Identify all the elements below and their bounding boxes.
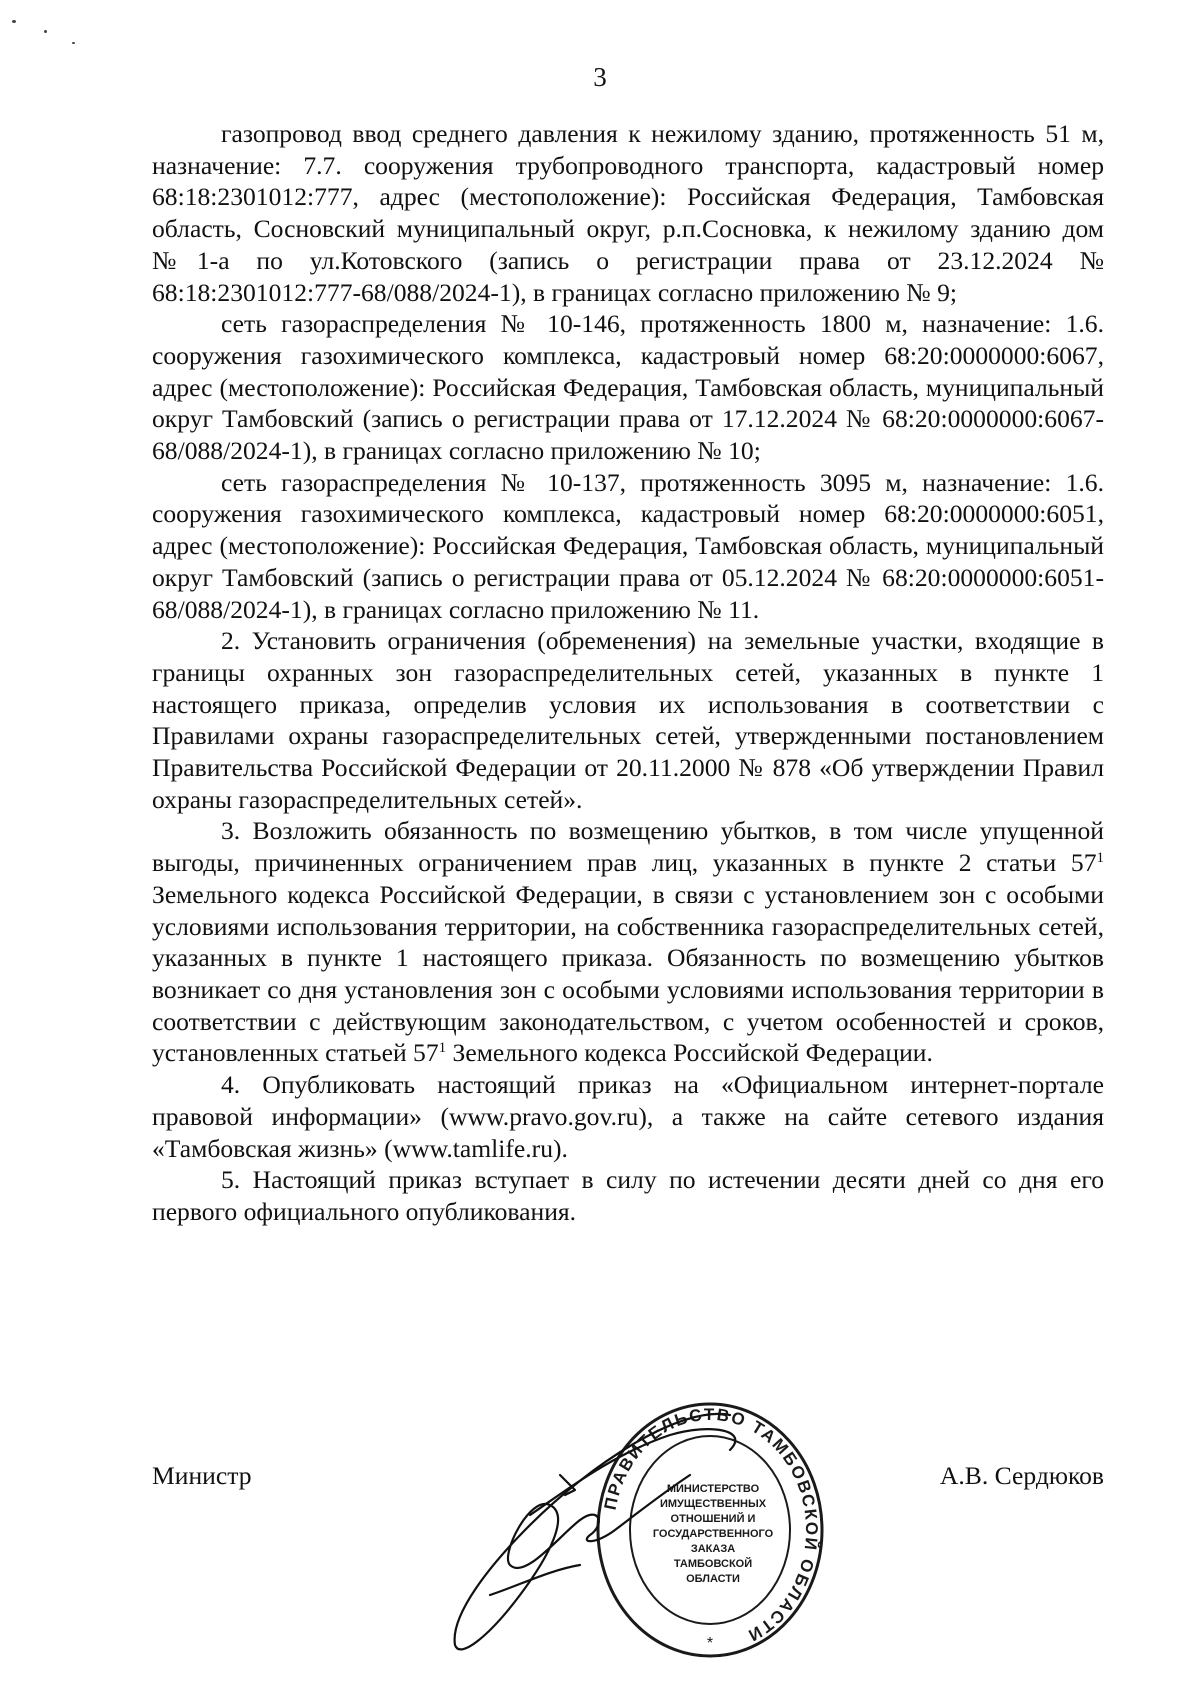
scan-speck (72, 42, 75, 44)
stamp-center-line: ОБЛАСТИ (686, 1573, 740, 1585)
signatory-name: А.В. Сердюков (939, 1461, 1104, 1490)
item-3-text-part3: Земельного кодекса Российской Федерации. (446, 1038, 933, 1068)
paragraph-item-2: 2. Установить ограничения (обременения) на земельные участки, входящие в границы охранных зон газораспределительных сетей, указанных в пункте 1 настоящего приказа, определив условия их использования в соответствии с Правилами охраны газораспределительных сетей, утвержденными постановлением Правительства Российской Федерации от 20.11.2000 № 878 «Об утверждении Правил охраны газораспределительных сетей». (152, 626, 1104, 814)
stamp-center-line: ИМУЩЕСТВЕННЫХ (659, 1498, 767, 1510)
stamp-center-line: ТАМБОВСКОЙ (673, 1558, 753, 1570)
paragraph-gas-network-10-146: сеть газораспределения № 10-146, протяженность 1800 м, назначение: 1.6. сооружения газохимического комплекса, кадастровый номер 68:20:0000000:6067, адрес (местоположение): Российская Федерация, Тамбовская область, муниципальный округ Тамбовский (запись о регистрации права от 17.12.2024 № 68:20:0000000:6067-68/088/2024-1), в границах согласно приложению № 10; (152, 309, 1104, 466)
page-number: 3 (593, 62, 607, 92)
signatory-title: Министр (152, 1461, 252, 1490)
stamp-center-line: ЗАКАЗА (690, 1543, 736, 1555)
superscript: 1 (1096, 850, 1104, 867)
stamp-center-line: МИНИСТЕРСТВО (666, 1483, 760, 1495)
paragraph-item-3 (152, 815, 1104, 1069)
scan-speck (12, 20, 16, 23)
handwritten-signature (430, 1395, 760, 1665)
stamp-ring-text: ПРАВИТЕЛЬСТВО ТАМБОВСКОЙ ОБЛАСТИ (600, 1404, 822, 1646)
stamp-center-line: ОТНОШЕНИЙ И (670, 1513, 756, 1525)
superscript: 1 (438, 1040, 447, 1057)
stamp-star: * (706, 1635, 714, 1652)
paragraph-item-4: 4. Опубликовать настоящий приказ на «Официальном интернет-портале правовой информации» (www.pravo.gov.ru), а также на сайте сетевого издания «Тамбовская жизнь» (www.tamlife.ru). (152, 1070, 1104, 1163)
stamp-center-line: ГОСУДАРСТВЕННОГО (652, 1528, 774, 1540)
item-3-text-part2: Земельного кодекса Российской Федерации, в связи с установлением зон с особыми условиями использования территории, на собственника газораспределительных сетей, указанных в пункте 1 настоящего приказа. Обязанность по возмещению убытков возникает со дня установления зон с особыми условиями использования территории в соответствии с действующим законодательством, с учетом особенностей и сроков, установленных статьей 57 (152, 879, 1104, 1068)
scan-speck (44, 30, 47, 33)
paragraph-gas-network-10-137: сеть газораспределения № 10-137, протяженность 3095 м, назначение: 1.6. сооружения газохимического комплекса, кадастровый номер 68:20:0000000:6051, адрес (местоположение): Российская Федерация, Тамбовская область, муниципальный округ Тамбовский (запись о регистрации права от 05.12.2024 № 68:20:0000000:6051-68/088/2024-1), в границах согласно приложению № 11. (152, 467, 1104, 624)
document-body (152, 118, 1104, 1228)
item-3-text-part1: 3. Возложить обязанность по возмещению убытков, в том числе упущенной выгоды, причиненных ограничением прав лиц, указанных в пункте 2 статьи 57 (152, 816, 1104, 878)
paragraph-item-5: 5. Настоящий приказ вступает в силу по истечении десяти дней со дня его первого официального опубликования. (152, 1165, 1104, 1226)
paragraph-gas-pipeline-inlet: газопровод ввод среднего давления к нежилому зданию, протяженность 51 м, назначение: 7.7. сооружения трубопроводного транспорта, кадастровый номер 68:18:2301012:777, адрес (местоположение): Российская Федерация, Тамбовская область, Сосновский муниципальный округ, р.п.Сосновка, к нежилому зданию дом №1-а по ул.Котовского (запись о регистрации права от 23.12.2024 № 68:18:2301012:777-68/088/2024-1), в границах согласно приложению № 9; (152, 119, 1104, 307)
